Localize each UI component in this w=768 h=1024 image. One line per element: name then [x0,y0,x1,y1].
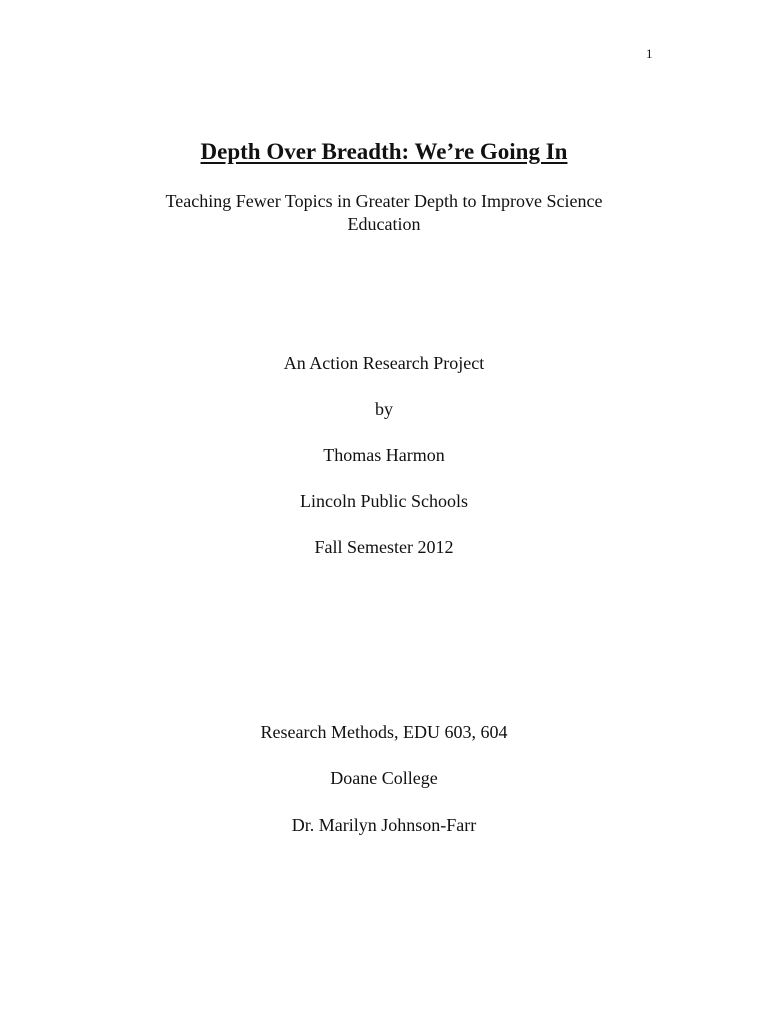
page-number: 1 [646,46,653,61]
school-name: Lincoln Public Schools [300,491,468,511]
by-label: by [375,399,393,419]
document-title: Depth Over Breadth: We’re Going In [200,139,568,164]
semester: Fall Semester 2012 [314,537,454,557]
subtitle-line-1: Teaching Fewer Topics in Greater Depth to Improve Science [165,191,603,211]
document-subtitle [0,190,768,236]
instructor-name: Dr. Marilyn Johnson-Farr [291,815,477,835]
project-type: An Action Research Project [283,353,485,373]
course-name: Research Methods, EDU 603, 604 [260,722,508,742]
author-name: Thomas Harmon [323,445,445,465]
subtitle-line-2: Education [347,214,421,234]
college-name: Doane College [330,768,438,788]
